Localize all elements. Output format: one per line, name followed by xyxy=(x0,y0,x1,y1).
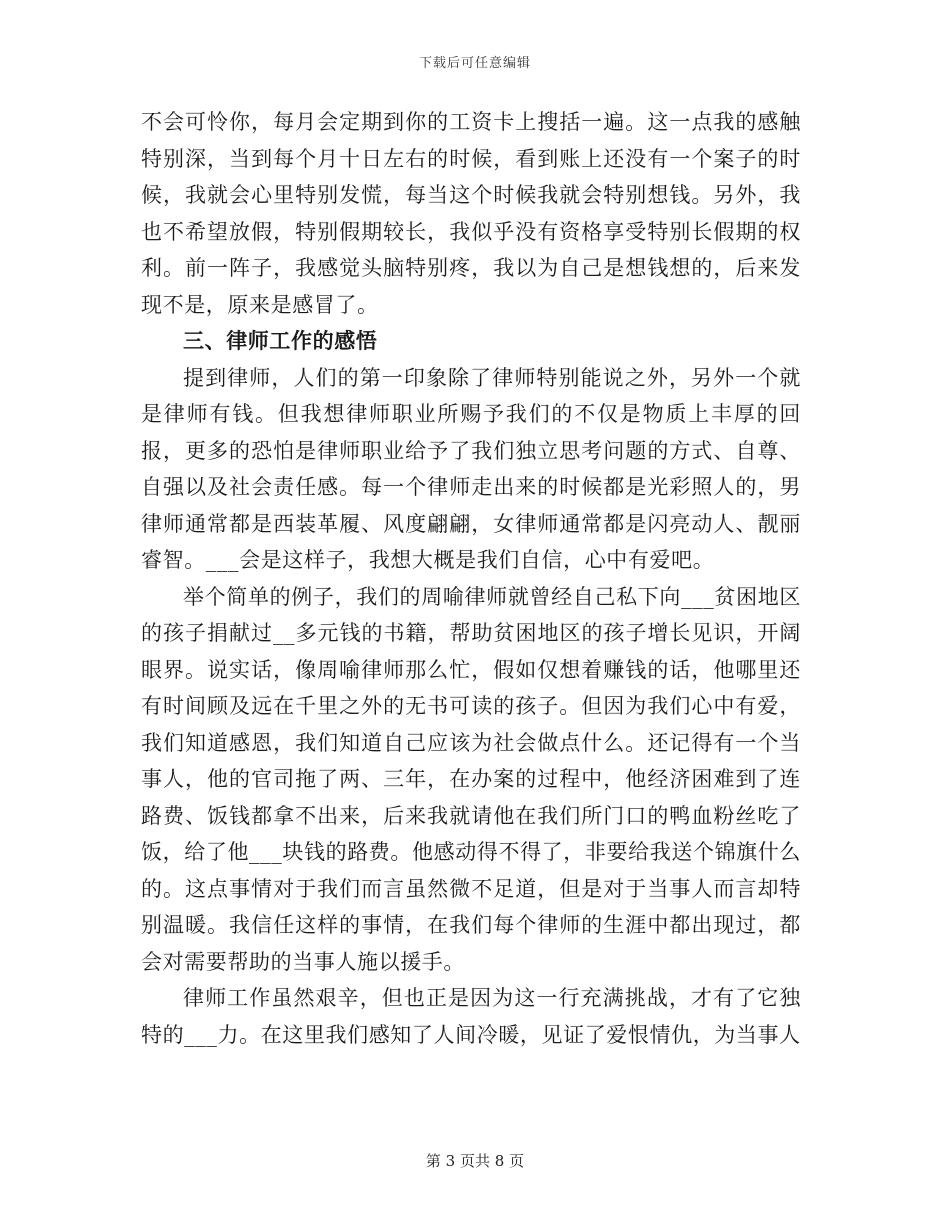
paragraph: 律师工作虽然艰辛，但也正是因为这一行充满挑战，才有了它独特的___力。在这里我们感知了人间冷暖，见证了爱恨情仇，为当事人 xyxy=(141,986,801,1047)
document-body xyxy=(141,104,801,1053)
section-heading: 三、律师工作的感悟 xyxy=(183,328,378,353)
paragraph: 举个简单的例子，我们的周喻律师就曾经自己私下向___贫困地区的孩子捐献过__多元钱的书籍，帮助贫困地区的孩子增长见识，开阔眼界。说实话，像周喻律师那么忙，假如仅想着赚钱的话，他哪里还有时间顾及远在千里之外的无书可读的孩子。但因为我们心中有爱，我们知道感恩，我们知道自己应该为社会做点什么。还记得有一个当事人，他的官司拖了两、三年，在办案的过程中，他经济困难到了连路费、饭钱都拿不出来，后来我就请他在我们所门口的鸭血粉丝吃了饭，给了他___块钱的路费。他感动得不得了，非要给我送个锦旗什么的。这点事情对于我们而言虽然微不足道，但是对于当事人而言却特别温暖。我信任这样的事情，在我们每个律师的生涯中都出现过，都会对需要帮助的当事人施以援手。 xyxy=(141,584,801,974)
page-header: 下载后可任意编辑 xyxy=(418,56,531,71)
paragraph-continuation: 不会可怜你，每月会定期到你的工资卡上搜括一遍。这一点我的感触特别深，当到每个月十日左右的时候，看到账上还没有一个案子的时候，我就会心里特别发慌，每当这个时候我就会特别想钱。另外，我也不希望放假，特别假期较长，我似乎没有资格享受特别长假期的权利。前一阵子，我感觉头脑特别疼，我以为自己是想钱想的，后来发现不是，原来是感冒了。 xyxy=(141,110,801,317)
paragraph: 提到律师，人们的第一印象除了律师特别能说之外，另外一个就是律师有钱。但我想律师职业所赐予我们的不仅是物质上丰厚的回报，更多的恐怕是律师职业给予了我们独立思考问题的方式、自尊、自强以及社会责任感。每一个律师走出来的时候都是光彩照人的，男律师通常都是西装革履、风度翩翩，女律师通常都是闪亮动人、靓丽睿智。___会是这样子，我想大概是我们自信，心中有爱吧。 xyxy=(141,365,801,572)
page-number: 第 3 页共 8 页 xyxy=(425,1152,525,1170)
